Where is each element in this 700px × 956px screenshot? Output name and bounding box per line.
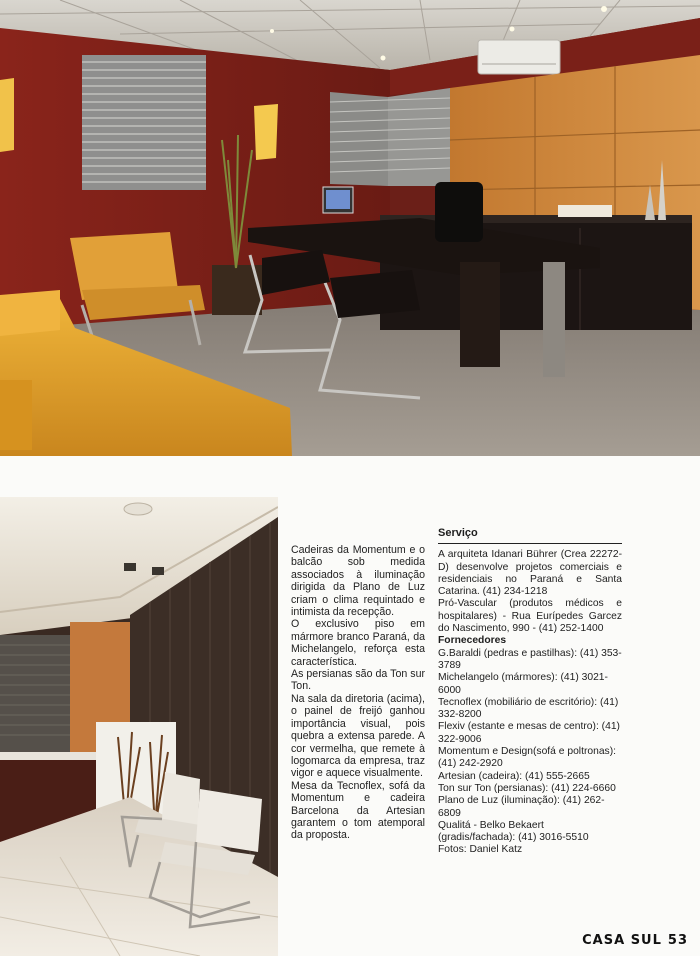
caption-paragraph: Cadeiras da Momentum e o balcão sob medida associados à iluminação dirigida da Plano de Luz criam o clima requintado e intimista da recepção. — [291, 544, 425, 619]
supplier-entry: Flexiv (estante e mesas de centro): (41) 322-9006 — [438, 721, 620, 745]
service-column — [438, 527, 622, 857]
supplier-entry: Qualitá - Belko Bekaert (gradis/fachada): (41) 3016-5510 — [438, 819, 589, 844]
service-intro: A arquiteta Idanari Bührer (Crea 22272-D) desenvolve projetos comerciais e residenciais no Paraná e Santa Catarina. (41) 234-1218 — [438, 549, 622, 598]
supplier-entry: Artesian (cadeira): (41) 555-2665 — [438, 770, 590, 782]
caption-paragraph: As persianas são da Ton sur Ton. — [291, 668, 425, 693]
supplier-entry: Plano de Luz (iluminação): (41) 262-6809 — [438, 795, 605, 819]
supplier-entry: Momentum e Design(sofá e poltronas): (41) 242-2920 — [438, 746, 616, 770]
page-folio — [582, 933, 688, 948]
caption-paragraph: Mesa da Tecnoflex, sofá da Momentum e cadeira Barcelona da Artesian garantem o tom atemporal da proposta. — [291, 779, 425, 842]
suppliers-heading: Fornecedores — [438, 635, 507, 647]
office-photo — [0, 0, 700, 456]
page-number: 53 — [667, 933, 688, 948]
reception-photo — [0, 497, 278, 956]
caption-column — [291, 544, 425, 842]
supplier-entry: Tecnoflex (mobiliário de escritório): (41) 332-8200 — [438, 696, 619, 721]
photo-credit: Fotos: Daniel Katz — [438, 844, 523, 856]
service-intro: Pró-Vascular (produtos médicos e hospitalares) - Rua Eurípedes Garcez do Nascimento, 990 - (41) 252-1400 — [438, 598, 622, 635]
caption-paragraph: Na sala da diretoria (acima), o painel de freijó ganhou importância visual, pois quebra a extensa parede. A cor vermelha, que remete à logomarca da empresa, traz vigor e aquece visualmente. — [291, 692, 425, 780]
caption-paragraph: O exclusivo piso em mármore branco Paraná, da Michelangelo, reforça esta característica. — [291, 618, 425, 668]
magazine-name: CASA SUL — [582, 933, 662, 948]
supplier-entry: Ton sur Ton (persianas): (41) 224-6660 — [438, 782, 616, 794]
supplier-entry: Michelangelo (mármores): (41) 3021-6000 — [438, 672, 608, 696]
service-heading: Serviço — [438, 527, 622, 544]
supplier-entry: G.Baraldi (pedras e pastilhas): (41) 353-3789 — [438, 647, 622, 671]
